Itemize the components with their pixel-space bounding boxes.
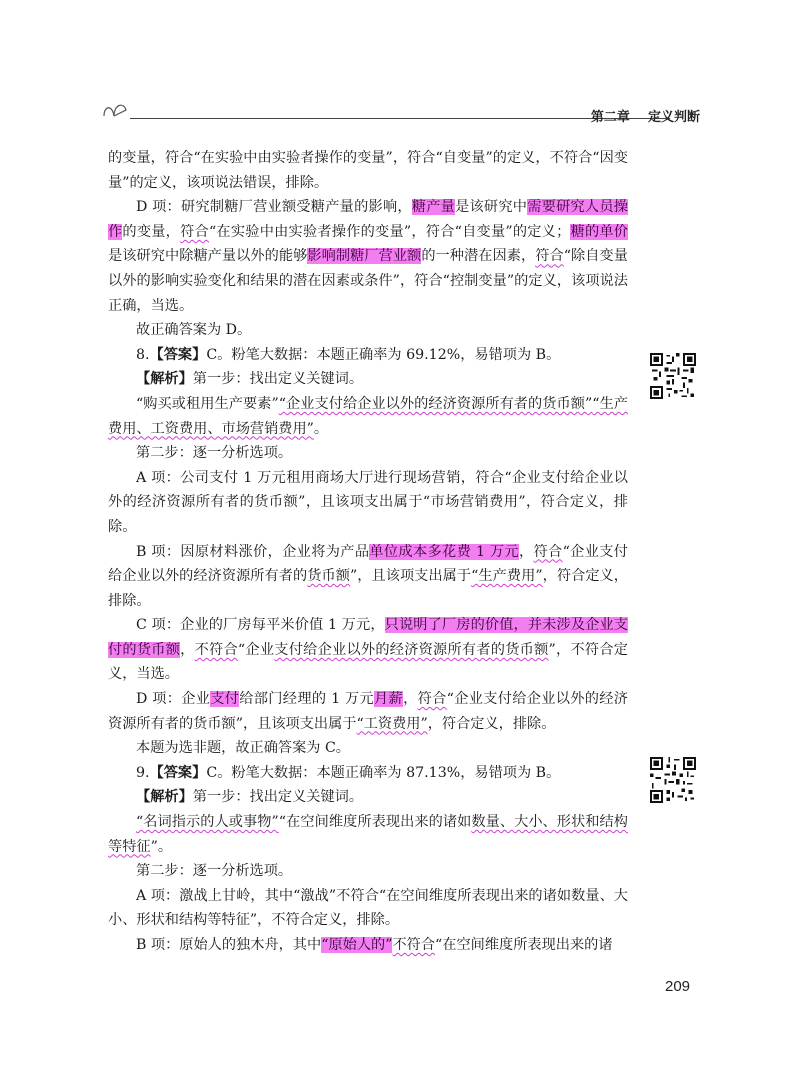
highlight-primitive: “原始人的” [321,937,393,953]
question-9-answer: 9.【答案】C。粉笔大数据：本题正确率为 87.13%，易错项为 B。 [136,764,561,781]
sprout-leaf-icon [100,98,130,122]
question-9-keywords: “名词指示的人或事物”“在空间维度所表现出来的诸如数量、大小、形状和结构等特征”。 [108,814,628,855]
question-8-keywords: “购买或租用生产要素”“企业支付给企业以外的经济资源所有者的货币额”“生产费用、工资费用、市场营销费用”。 [108,395,628,437]
highlight-monthly-salary: 月薪 [374,691,404,708]
question-9-step-2: 第二步：逐一分析选项。 [136,863,293,880]
qr-code-icon[interactable] [650,353,696,399]
header-rule [130,118,670,119]
page-number: 209 [665,978,691,995]
page-header [100,104,700,128]
paragraph-answer-d: 故正确答案为 D。 [136,322,252,339]
chapter-number: 第二章 [590,110,630,125]
question-8-option-b: B 项：因原材料涨价，企业将为产品单位成本多花费 1 万元，符合“企业支付给企业以外的经济资源所有者的货币额”，且该项支出属于“生产费用”，符合定义，排除。 [108,543,628,609]
highlight-researcher-operate: 需要研究人员操作 [108,199,628,240]
chapter-title [591,106,700,125]
question-8-conclusion: 本题为选非题，故正确答案为 C。 [136,740,350,757]
question-9-option-a: A 项：激战上甘岭，其中“激战”不符合“在空间维度所表现出来的诸如数量、大小、形状和结构等特征”，不符合定义，排除。 [108,887,628,929]
highlight-only-value: 只说明了厂房的价值，并未涉及企业支付的货币额 [108,617,628,658]
question-9-option-b: B 项：原始人的独木舟，其中“原始人的”不符合“在空间维度所表现出来的诸 [136,937,613,953]
highlight-unit-cost: 单位成本多花费 1 万元 [369,543,519,560]
highlight-sugar-output: 糖产量 [411,199,456,216]
highlight-affect-revenue: 影响制糖厂营业额 [307,248,422,265]
paragraph-option-d: D 项：研究制糖厂营业额受糖产量的影响，糖产量是该研究中需要研究人员操作的变量，符合“在实验中由实验者操作的变量”，符合“自变量”的定义；糖的单价是该研究中除糖产量以外的能够影响制糖厂营业额的一种潜在因素，符合“除自变量以外的影响实验变化和结果的潜在因素或条件”，符合“控制变量”的定义，该项说法正确，当选。 [108,199,628,314]
qr-code-icon[interactable] [650,757,696,803]
question-8-option-d: D 项：企业支付给部门经理的 1 万元月薪，符合“企业支付给企业以外的经济资源所有者的货币额”，且该项支出属于“工资费用”，符合定义，排除。 [108,691,628,732]
chapter-section: 定义判断 [647,110,700,125]
highlight-sugar-price: 糖的单价 [570,223,628,240]
question-8-option-c: C 项：企业的厂房每平米价值 1 万元，只说明了厂房的价值，并未涉及企业支付的货币额，不符合“企业支付给企业以外的经济资源所有者的货币额”，不符合定义，当选。 [108,617,628,683]
highlight-pay: 支付 [210,691,240,708]
paragraph-1: 的变量，符合“在实验中由实验者操作的变量”，符合“自变量”的定义，不符合“因变量”的定义，该项说法错误，排除。 [108,150,628,191]
question-8-answer: 8.【答案】C。粉笔大数据：本题正确率为 69.12%，易错项为 B。 [136,346,561,363]
question-8-option-a: A 项：公司支付 1 万元租用商场大厅进行现场营销，符合“企业支付给企业以外的经济资源所有者的货币额”，且该项支出属于“市场营销费用”，符合定义，排除。 [108,469,628,535]
question-9-analysis: 【解析】第一步：找出定义关键词。 [136,789,364,806]
question-8-step-2: 第二步：逐一分析选项。 [136,445,293,462]
question-8-analysis: 【解析】第一步：找出定义关键词。 [136,371,364,388]
main-content [108,146,628,958]
